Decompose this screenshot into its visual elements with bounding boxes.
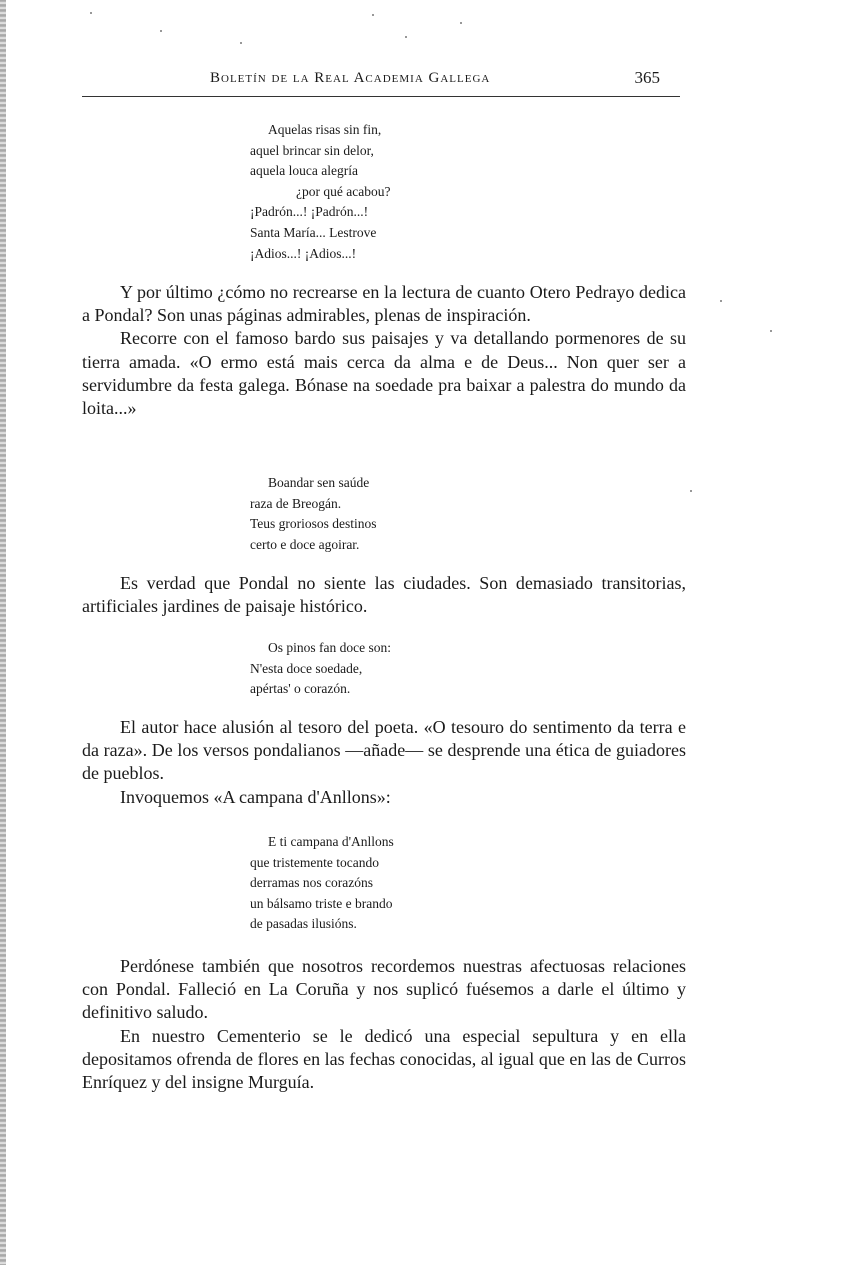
verse-line: de pasadas ilusións.: [250, 916, 357, 932]
verse-line: Santa María... Lestrove: [250, 224, 377, 240]
verse-line: derramas nos corazóns: [250, 875, 373, 891]
poem-stanza-2: [250, 473, 377, 555]
verse-line: que tristemente tocando: [250, 854, 379, 870]
body-text-4: [82, 955, 686, 1094]
body-text-1: [82, 281, 686, 420]
scan-speck: [90, 12, 92, 14]
verse-line: aquel brincar sin delor,: [250, 142, 374, 158]
scan-speck: [770, 330, 772, 332]
verse-line: Aquelas risas sin fin,: [268, 122, 382, 137]
verse-line: Os pinos fan doce son:: [268, 640, 391, 655]
scan-speck: [460, 22, 462, 24]
header-rule: [82, 96, 680, 97]
verse-line: ¡Padrón...! ¡Padrón...!: [250, 204, 369, 220]
verse-line: raza de Breogán.: [250, 495, 342, 511]
verse-line: certo e doce agoirar.: [250, 536, 360, 552]
paragraph: Es verdad que Pondal no siente las ciudades. Son demasiado transitorias, artificiales jardines de paisaje histórico.: [82, 573, 686, 617]
scan-speck: [372, 14, 374, 16]
body-text-3: [82, 716, 686, 809]
running-header: [210, 70, 680, 87]
scan-speck: [160, 30, 162, 32]
journal-title: Boletín de la Real Academia Gallega: [210, 70, 491, 86]
verse-line: Teus groriosos destinos: [250, 516, 377, 532]
verse-line: apértas' o corazón.: [250, 681, 351, 697]
body-text-2: [82, 572, 686, 618]
verse-line: ¿por qué acabou?: [296, 183, 391, 199]
scan-speck: [240, 42, 242, 44]
page-number: 365: [634, 68, 660, 87]
paragraph: Invoquemos «A campana d'Anllons»:: [120, 786, 391, 807]
paragraph: Y por último ¿cómo no recrearse en la lectura de cuanto Otero Pedrayo dedica a Pondal? Son unas páginas admirables, plenas de inspiración.: [82, 282, 686, 326]
paragraph: Recorre con el famoso bardo sus paisajes y va detallando pormenores de su tierra amada. «O ermo está mais cerca da alma e de Deus... Non quer ser a servidumbre da festa galega. Bónase na soedade pra baixar a palestra do mundo da loita...»: [82, 328, 686, 419]
poem-stanza-3: [250, 638, 391, 700]
poem-stanza-1: [250, 120, 390, 264]
poem-stanza-4: [250, 832, 394, 935]
verse-line: N'esta doce soedade,: [250, 660, 363, 676]
scan-speck: [405, 36, 407, 38]
paragraph: Perdónese también que nosotros recordemos nuestras afectuosas relaciones con Pondal. Falleció en La Coruña y nos suplicó fuésemos a darle el último y definitivo saludo.: [82, 956, 686, 1023]
verse-line: aquela louca alegría: [250, 163, 358, 179]
scan-speck: [720, 300, 722, 302]
scan-speck: [690, 490, 692, 492]
paragraph: En nuestro Cementerio se le dedicó una especial sepultura y en ella depositamos ofrenda de flores en las fechas conocidas, al igual que en las de Curros Enríquez y del insigne Murguía.: [82, 1025, 686, 1093]
verse-line: ¡Adios...! ¡Adios...!: [250, 245, 357, 261]
verse-line: Boandar sen saúde: [268, 475, 370, 490]
verse-line: un bálsamo triste e brando: [250, 895, 393, 911]
scan-edge: [0, 0, 6, 1265]
paragraph: El autor hace alusión al tesoro del poeta. «O tesouro do sentimento da terra e da raza». De los versos pondalianos —añade— se desprende una ética de guiadores de pueblos.: [82, 717, 686, 784]
verse-line: E ti campana d'Anllons: [268, 834, 394, 849]
